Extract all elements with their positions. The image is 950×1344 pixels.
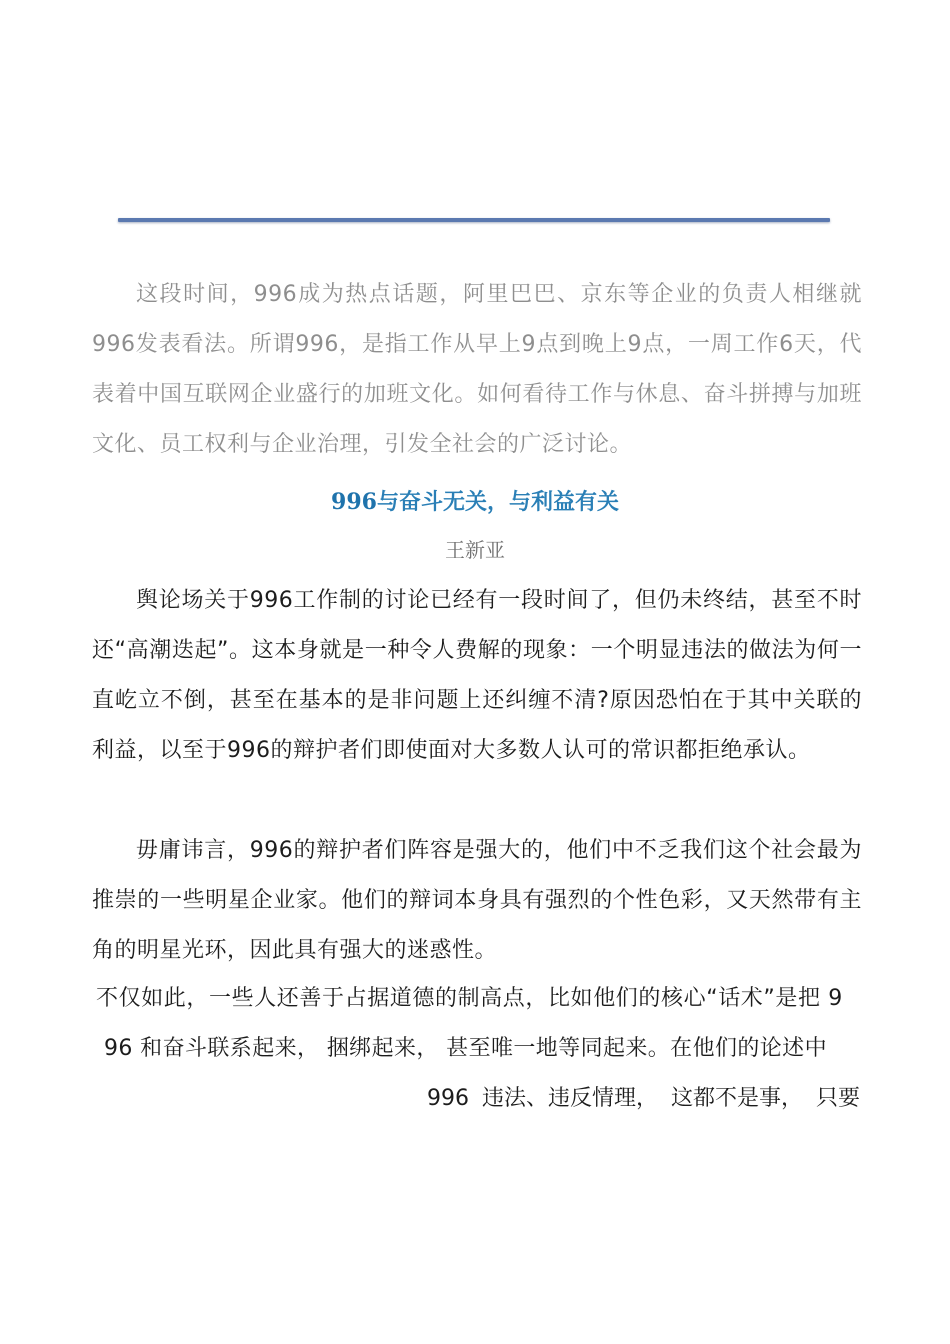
article-author: 王新亚 — [445, 538, 505, 562]
article-title-number: 996 — [331, 489, 377, 515]
body-paragraph-3 — [92, 974, 860, 1124]
body-paragraph-3-line-1: 不仅如此，一些人还善于占据道德的制高点，比如他们的核心“话术”是把 9 — [96, 986, 843, 1011]
article-title-text: 与奋斗无关，与利益有关 — [376, 489, 619, 515]
intro-paragraph: 这段时间，996成为热点话题，阿里巴巴、京东等企业的负责人相继就996发表看法。所谓996，是指工作从早上9点到晚上9点，一周工作6天，代表着中国互联网企业盛行的加班文化。如何看待工作与休息、奋斗拼搏与加班文化、员工权利与企业治理，引发全社会的广泛讨论。 — [92, 282, 862, 457]
body-paragraph-3-line-3: 996 违法、违反情理， 这都不是事， 只要 — [427, 1086, 860, 1111]
body-paragraph-1: 舆论场关于996工作制的讨论已经有一段时间了，但仍未终结，甚至不时还“高潮迭起”。这本身就是一种令人费解的现象：一个明显违法的做法为何一直屹立不倒，甚至在基本的是非问题上还纠缠不清?原因恐怕在于其中关联的利益，以至于996的辩护者们即使面对大多数人认可的常识都拒绝承认。 — [92, 588, 862, 763]
body-paragraph-3-line-2: 96 和奋斗联系起来， 捆绑起来， 甚至唯一地等同起来。在他们的论述中 — [104, 1036, 827, 1061]
body-paragraph-2: 毋庸讳言，996的辩护者们阵容是强大的，他们中不乏我们这个社会最为推崇的一些明星企业家。他们的辩词本身具有强烈的个性色彩，又天然带有主角的明星光环，因此具有强大的迷惑性。 — [92, 838, 862, 963]
header-divider — [118, 218, 830, 222]
article-title — [0, 484, 950, 520]
